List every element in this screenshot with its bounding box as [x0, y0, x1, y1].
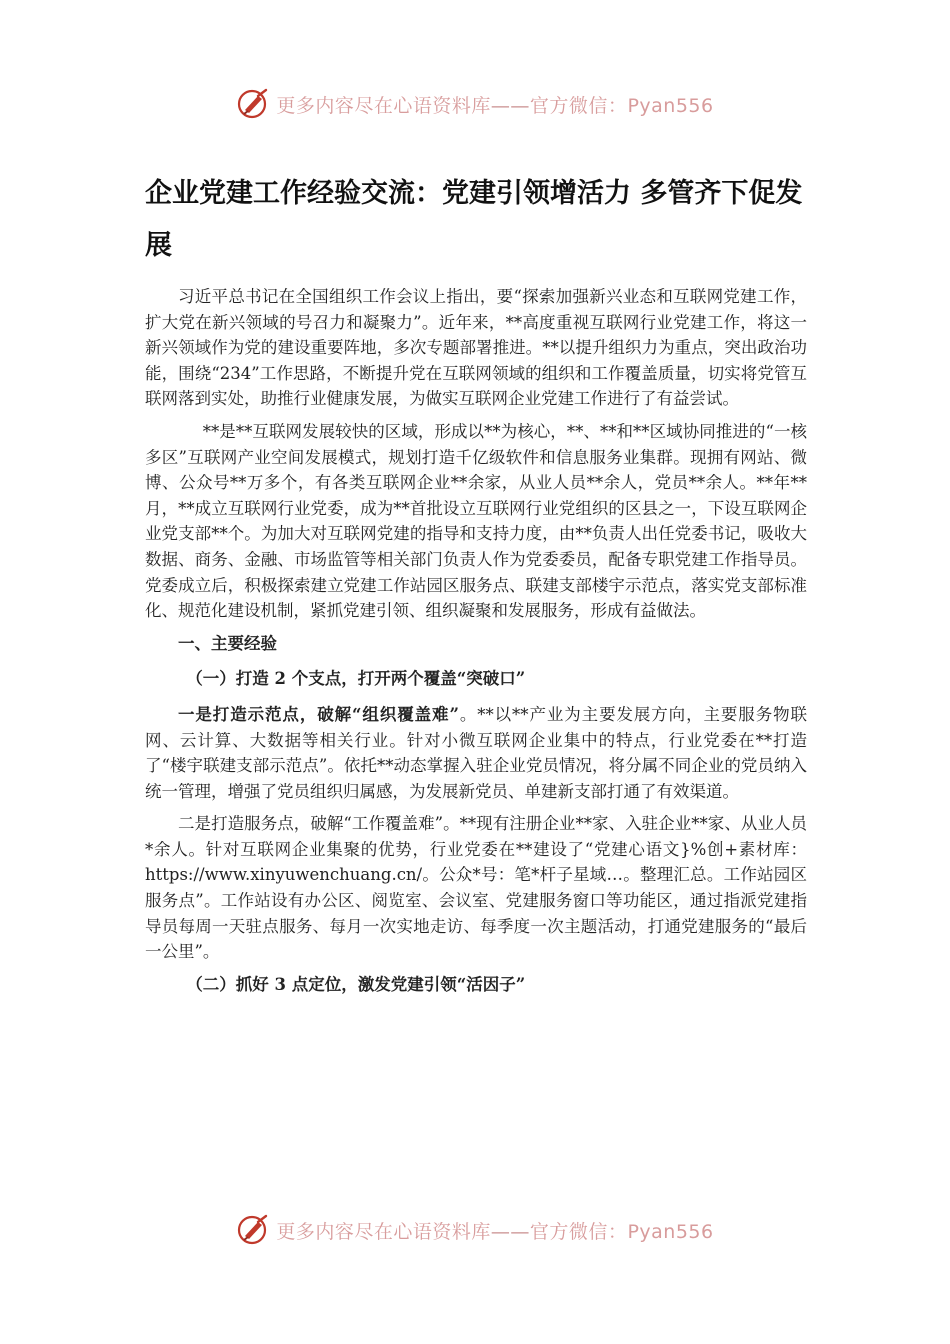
watermark-banner-bottom	[0, 1210, 950, 1250]
watermark-wechat-id: Pyan556	[627, 94, 714, 117]
paragraph-lead: 一是打造示范点，破解“组织覆盖难”	[178, 704, 459, 724]
paragraph-rest: 。**以**产业为主要发展方向，主要服务物联网、云计算、大数据等相关行业。针对小微互联网企业集中的特点，行业党委在**打造了“楼宇联建支部示范点”。依托**动态掌握入驻企业党员情况，将分属不同企业的党员纳入统一管理，增强了党员组织归属感，为发展新党员、单建新支部打通了有效渠道。	[145, 704, 808, 801]
watermark-text	[276, 91, 713, 118]
pen-seal-icon	[236, 86, 272, 122]
watermark-main: 更多内容尽在心语资料库	[276, 1220, 491, 1243]
document-body	[145, 284, 807, 1007]
watermark-text	[276, 1217, 713, 1244]
watermark-suffix: 官方微信：	[529, 1220, 628, 1243]
watermark-separator: ——	[490, 1220, 530, 1243]
section-heading-main-experience: 一、主要经验	[178, 633, 277, 653]
watermark-banner-top	[0, 84, 950, 124]
paragraph-background: **是**互联网发展较快的区域，形成以**为核心，**、**和**区域协同推进的“一核多区”互联网产业空间发展模式，规划打造千亿级软件和信息服务业集群。现拥有网站、微博、公众号**万多个，有各类互联网企业**余家，从业人员**余人，党员**余人。**年**月，**成立互联网行业党委，成为**首批设立互联网行业党组织的区县之一，下设互联网企业党支部**个。为加大对互联网党建的指导和支持力度，由**负责人出任党委书记，吸收大数据、商务、金融、市场监管等相关部门负责人作为党委委员，配备专职党建工作指导员。党委成立后，积极探索建立党建工作站园区服务点、联建支部楼宇示范点，落实党支部标准化、规范化建设机制，紧抓党建引领、组织凝聚和发展服务，形成有益做法。	[145, 421, 807, 621]
paragraph-intro: 习近平总书记在全国组织工作会议上指出，要“探索加强新兴业态和互联网党建工作，扩大党在新兴领域的号召力和凝聚力”。近年来，**高度重视互联网行业党建工作，将这一新兴领域作为党的建设重要阵地，多次专题部署推进。**以提升组织力为重点，突出政治功能，围绕“234”工作思路，不断提升党在互联网领域的组织和工作覆盖质量，切实将党管互联网落到实处，助推行业健康发展，为做实互联网企业党建工作进行了有益尝试。	[145, 287, 807, 409]
pen-seal-icon	[236, 1212, 272, 1248]
watermark-separator: ——	[490, 94, 530, 117]
paragraph-service-point: 二是打造服务点，破解“工作覆盖难”。**现有注册企业**家、入驻企业**家、从业人员*余人。针对互联网企业集聚的优势，行业党委在**建设了“党建心语文}%创+素材库：https://www.xinyuwenchuang.cn/。公众*号：笔*杆子星域…。整理汇总。工作站园区服务点”。工作站设有办公区、阅览室、会议室、党建服务窗口等功能区，通过指派党建指导员每周一天驻点服务、每月一次实地走访、每季度一次主题活动，打通党建服务的“最后一公里”。	[145, 814, 807, 962]
page-title: 企业党建工作经验交流：党建引领增活力 多管齐下促发展	[145, 178, 803, 261]
watermark-wechat-id: Pyan556	[627, 1220, 714, 1243]
subsection-heading-2: （二）抓好 3 点定位，激发党建引领“活因子”	[186, 974, 526, 994]
paragraph-demo-point	[145, 702, 807, 804]
watermark-main: 更多内容尽在心语资料库	[276, 94, 491, 117]
subsection-heading-1: （一）打造 2 个支点，打开两个覆盖“突破口”	[186, 669, 526, 689]
watermark-suffix: 官方微信：	[529, 94, 628, 117]
